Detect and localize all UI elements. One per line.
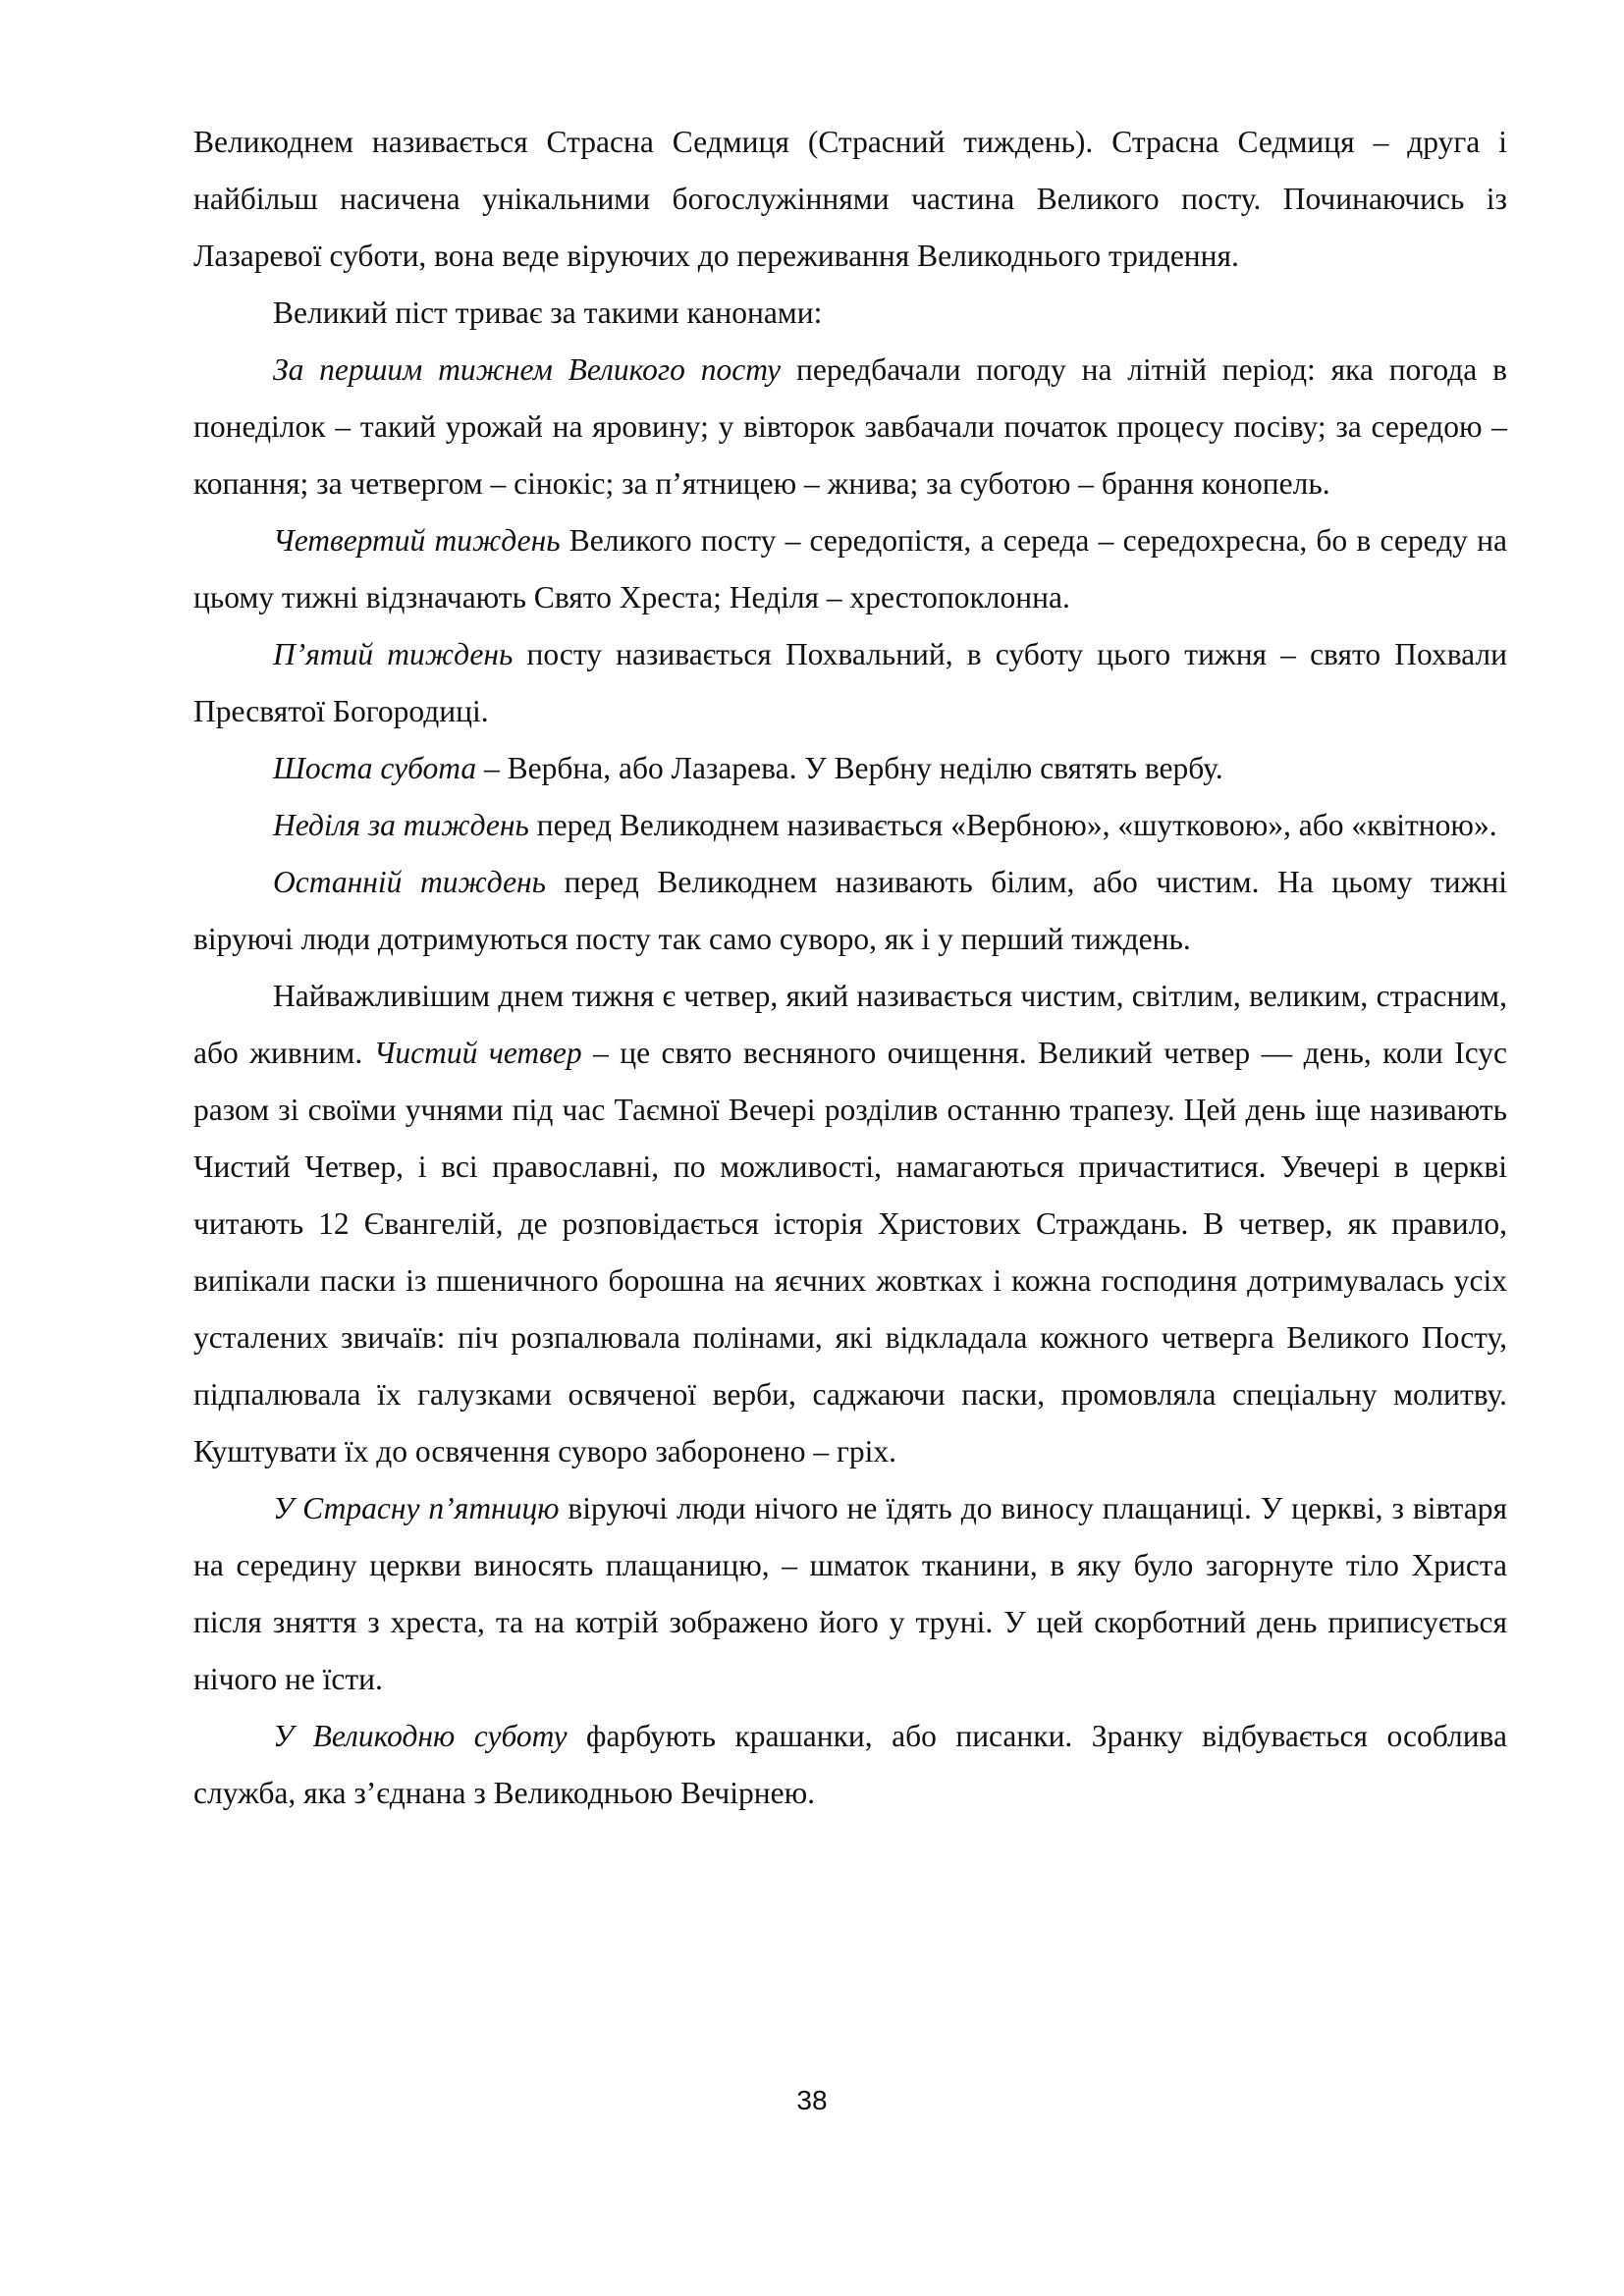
paragraph-6 [193, 740, 1507, 797]
paragraph-8-italic-lead: Останній тиждень [273, 865, 547, 899]
page-number: 38 [796, 2085, 828, 2115]
paragraph-5-italic-lead: П’ятий тиждень [273, 637, 514, 671]
paragraph-2 [193, 285, 1507, 342]
paragraph-2-text: Великий піст триває за такими канонами: [273, 295, 823, 330]
paragraph-9-italic-phrase: Чистий четвер [373, 1036, 582, 1070]
paragraph-9-lead-text: Найважливішим днем тижня є четвер, який називається чистим, світлим, великим, страсним, або живним. [193, 979, 1507, 1070]
paragraph-7 [193, 797, 1507, 854]
paragraph-1 [193, 114, 1507, 285]
paragraph-4-text: Великого посту – середопістя, а середа – середохресна, бо в середу на цьому тижні відзначають Свято Хреста; Неділя – хрестопоклонна. [193, 523, 1507, 614]
paragraph-4 [193, 512, 1507, 626]
paragraph-8-text: перед Великоднем називають білим, або чистим. На цьому тижні віруючі люди дотримуються посту так само суворо, як і у перший тиждень. [193, 865, 1507, 956]
paragraph-7-italic-lead: Неділя за тиждень [273, 808, 529, 842]
paragraph-10 [193, 1480, 1507, 1708]
paragraph-10-text: віруючі люди нічого не їдять до виносу плащаниці. У церкві, з вівтаря на середину церкви виносять плащаницю, – шматок тканини, в яку було загорнуте тіло Христа після зняття з хреста, та на котрій зображено його у труні. У цей скорботний день приписується нічого не їсти. [193, 1491, 1507, 1696]
paragraph-5-text: посту називається Похвальний, в суботу цього тижня – свято Похвали Пресвятої Богородиці. [193, 637, 1507, 728]
paragraph-3-text: передбачали погоду на літній період: яка погода в понеділок – такий урожай на яровину; у вівторок завбачали початок процесу посіву; за середою – копання; за четвергом – сінокіс; за п’ятницею – жнива; за суботою – брання конопель. [193, 352, 1507, 501]
paragraph-3 [193, 342, 1507, 512]
paragraph-5 [193, 626, 1507, 740]
paragraph-11-italic-lead: У Великодню суботу [273, 1719, 568, 1753]
paragraph-4-italic-lead: Четвертий тиждень [273, 523, 561, 558]
paragraph-7-text: перед Великоднем називається «Вербною», «шутковою», або «квітною». [528, 808, 1497, 842]
page-body [193, 114, 1507, 1822]
paragraph-11 [193, 1708, 1507, 1822]
paragraph-11-text: фарбують крашанки, або писанки. Зранку відбувається особлива служба, яка з’єднана з Великодньою Вечірнею. [193, 1719, 1507, 1810]
paragraph-3-italic-lead: За першим тижнем Великого посту [273, 352, 782, 387]
paragraph-9 [193, 968, 1507, 1480]
paragraph-10-italic-lead: У Страсну п’ятницю [273, 1491, 560, 1525]
paragraph-6-text: – Вербна, або Лазарева. У Вербну неділю святять вербу. [476, 751, 1223, 785]
paragraph-6-italic-lead: Шоста субота [273, 751, 477, 785]
paragraph-9-text: – це свято весняного очищення. Великий четвер — день, коли Ісус разом зі своїми учнями під час Таємної Вечері розділив останню трапезу. Цей день іще називають Чистий Четвер, і всі православні, по можливості, намагаються причаститися. Увечері в церкві читають 12 Євангелій, де розповідається історія Христових Страждань. В четвер, як правило, випікали паски із пшеничного борошна на яєчних жовтках і кожна господиня дотримувалась усіх усталених звичаїв: піч розпалювала полінами, які відкладала кожного четверга Великого Посту, підпалювала їх галузками освяченої верби, саджаючи паски, промовляла спеціальну молитву. Куштувати їх до освячення суворо заборонено – гріх. [193, 1036, 1507, 1468]
paragraph-1-text: Великоднем називається Страсна Седмиця (Страсний тиждень). Страсна Седмиця – друга і найбільш насичена унікальними богослужіннями частина Великого посту. Починаючись із Лазаревої суботи, вона веде віруючих до переживання Великоднього тридення. [193, 125, 1507, 273]
paragraph-8 [193, 854, 1507, 968]
